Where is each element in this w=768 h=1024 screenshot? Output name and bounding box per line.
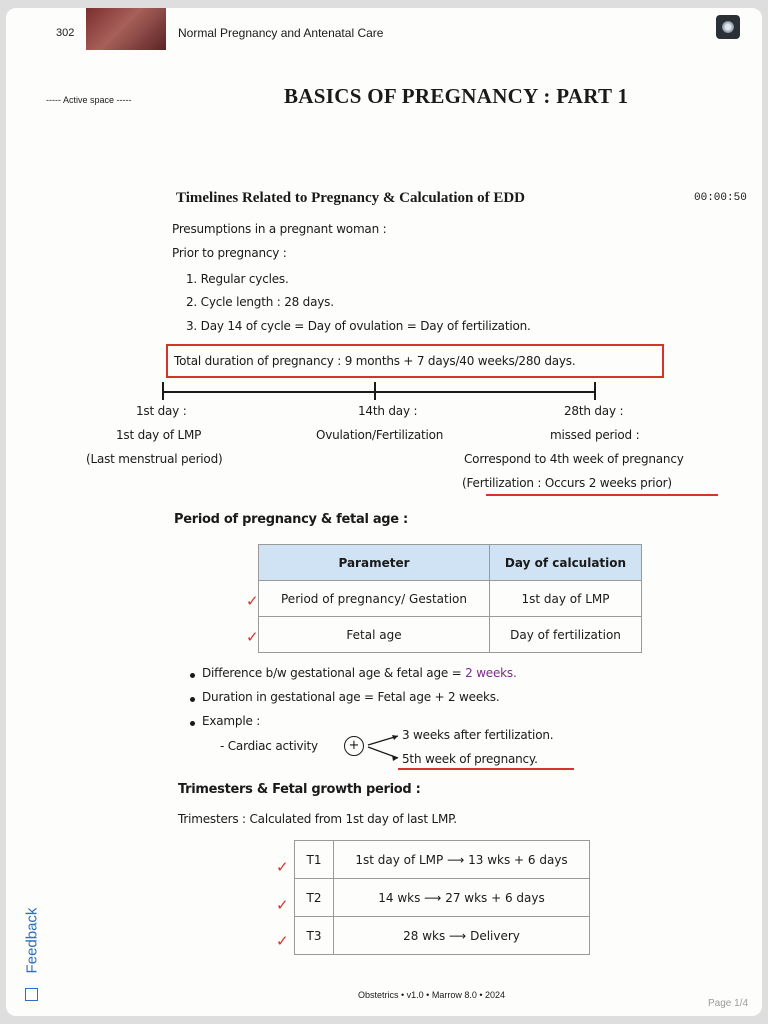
range-from: 28 wks — [403, 928, 446, 943]
active-space-label: ----- Active space ----- — [46, 95, 132, 105]
example-branch: 5th week of pregnancy. — [402, 752, 538, 766]
trimester-label: T2 — [295, 879, 334, 917]
chapter-thumbnail — [86, 8, 166, 50]
check-icon: ✓ — [246, 592, 259, 610]
table-row — [295, 917, 590, 955]
bullet-text: Difference b/w gestational age & fetal age = — [202, 666, 466, 680]
timeline-axis — [162, 391, 596, 393]
book-title: Normal Pregnancy and Antenatal Care — [178, 26, 384, 40]
feedback-button[interactable] — [20, 888, 44, 1010]
prior-label: Prior to pregnancy : — [172, 246, 287, 260]
video-timestamp[interactable]: 00:00:50 — [694, 192, 747, 204]
bullet-icon — [190, 697, 195, 702]
feedback-icon — [25, 988, 38, 1001]
range-from: 1st day of LMP — [355, 852, 444, 867]
example-branch: 3 weeks after fertilization. — [402, 728, 554, 742]
check-icon: ✓ — [276, 858, 289, 876]
table-row — [259, 581, 642, 617]
check-icon: ✓ — [276, 896, 289, 914]
bullet-example: Example : — [202, 714, 261, 728]
timeline-label: missed period : — [550, 428, 640, 442]
check-icon: ✓ — [246, 628, 259, 646]
timeline-label: (Last menstrual period) — [86, 452, 223, 466]
bullet-highlight: 2 weeks. — [465, 666, 517, 680]
presumptions-heading: Presumptions in a pregnant woman : — [172, 222, 387, 236]
trimester-label: T1 — [295, 841, 334, 879]
timeline-day: 28th day : — [564, 404, 624, 418]
trimester-range — [334, 841, 590, 879]
timeline-tick — [594, 382, 596, 400]
presumption-item: 1. Regular cycles. — [186, 272, 289, 286]
underline — [486, 494, 718, 496]
presumption-item: 3. Day 14 of cycle = Day of ovulation = Day of fertilization. — [186, 319, 531, 333]
timeline-tick — [374, 382, 376, 400]
positive-sign-icon: + — [344, 736, 364, 756]
range-to: 13 wks + 6 days — [468, 852, 568, 867]
table-cell: 1st day of LMP — [490, 581, 642, 617]
page-title: BASICS OF PREGNANCY : PART 1 — [284, 84, 629, 108]
table-row — [259, 617, 642, 653]
check-icon: ✓ — [276, 932, 289, 950]
underline — [398, 768, 574, 770]
table-cell: Day of fertilization — [490, 617, 642, 653]
timeline-label: (Fertilization : Occurs 2 weeks prior) — [462, 476, 672, 490]
total-duration: Total duration of pregnancy : 9 months + 7 days/40 weeks/280 days. — [174, 354, 576, 368]
timeline-day: 14th day : — [358, 404, 418, 418]
settings-icon[interactable] — [716, 15, 740, 39]
timeline-label: Ovulation/Fertilization — [316, 428, 444, 442]
trimester-range — [334, 917, 590, 955]
presumption-item: 2. Cycle length : 28 days. — [186, 295, 334, 309]
range-to: Delivery — [470, 928, 520, 943]
table-header: Parameter — [259, 545, 490, 581]
period-heading: Period of pregnancy & fetal age : — [174, 512, 408, 527]
page-indicator: Page 1/4 — [708, 998, 749, 1009]
trimester-range — [334, 879, 590, 917]
note-page — [6, 8, 762, 1016]
footer-text: Obstetrics • v1.0 • Marrow 8.0 • 2024 — [358, 990, 506, 1000]
trimesters-heading: Trimesters & Fetal growth period : — [178, 782, 421, 797]
feedback-label: Feedback — [23, 907, 41, 974]
arrow-right-icon: ⟶ — [449, 928, 467, 943]
timeline-label: 1st day of LMP — [116, 428, 202, 442]
table-row — [295, 841, 590, 879]
range-to: 27 wks + 6 days — [445, 890, 545, 905]
trimesters-subheading: Trimesters : Calculated from 1st day of last LMP. — [178, 812, 457, 826]
timeline-day: 1st day : — [136, 404, 187, 418]
table-header: Day of calculation — [490, 545, 642, 581]
bullet-icon — [190, 721, 195, 726]
section-title: Timelines Related to Pregnancy & Calculation of EDD — [176, 190, 526, 206]
table-cell: Period of pregnancy/ Gestation — [259, 581, 490, 617]
example-label: - Cardiac activity — [220, 739, 318, 753]
arrow-right-icon: ⟶ — [424, 890, 442, 905]
bullet-difference — [202, 666, 517, 680]
bullet-duration: Duration in gestational age = Fetal age + 2 weeks. — [202, 690, 500, 704]
range-from: 14 wks — [378, 890, 421, 905]
page-number: 302 — [56, 27, 75, 39]
arrow-right-icon: ⟶ — [447, 852, 465, 867]
period-table — [258, 544, 642, 653]
branch-arrows-icon — [366, 730, 402, 764]
trimester-label: T3 — [295, 917, 334, 955]
trimester-table — [294, 840, 590, 955]
timeline-label: Correspond to 4th week of pregnancy — [464, 452, 684, 466]
bullet-icon — [190, 673, 195, 678]
timeline-tick — [162, 382, 164, 400]
table-row — [295, 879, 590, 917]
table-cell: Fetal age — [259, 617, 490, 653]
